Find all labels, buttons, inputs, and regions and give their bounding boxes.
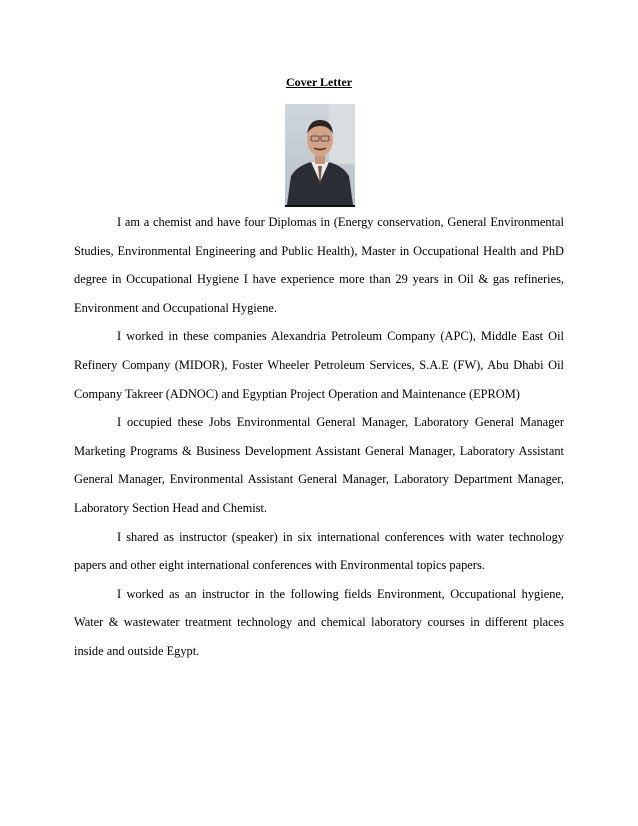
author-photo — [285, 104, 355, 207]
paragraph-3: I occupied these Jobs Environmental General Manager, Laboratory General Manager Marketing Programs & Business Development Assistant General Manager, Laboratory Assistant General Manager, Environmental Assistant General Manager, Laboratory Department Manager, Laboratory Section Head and Chemist. — [74, 415, 564, 515]
paragraph-1: I am a chemist and have four Diplomas in (Energy conservation, General Environmental Studies, Environmental Engineering and Public Health), Master in Occupational Health and PhD degree in Occupational Hygiene I have experience more than 29 years in Oil & gas refineries, Environment and Occupational Hygiene. — [74, 215, 564, 315]
paragraph-5: I worked as an instructor in the following fields Environment, Occupational hygiene, Water & wastewater treatment technology and chemical laboratory courses in different places inside and outside Egypt. — [74, 586, 564, 658]
paragraph-4: I shared as instructor (speaker) in six international conferences with water technology papers and other eight international conferences with Environmental topics papers. — [74, 529, 564, 573]
paragraph-2: I worked in these companies Alexandria Petroleum Company (APC), Middle East Oil Refinery Company (MIDOR), Foster Wheeler Petroleum Services, S.A.E (FW), Abu Dhabi Oil Company Takreer (ADNOC) and Egyptian Project Operation and Maintenance (EPROM) — [74, 329, 564, 401]
letter-body — [74, 208, 564, 666]
page-title: Cover Letter — [285, 75, 353, 89]
